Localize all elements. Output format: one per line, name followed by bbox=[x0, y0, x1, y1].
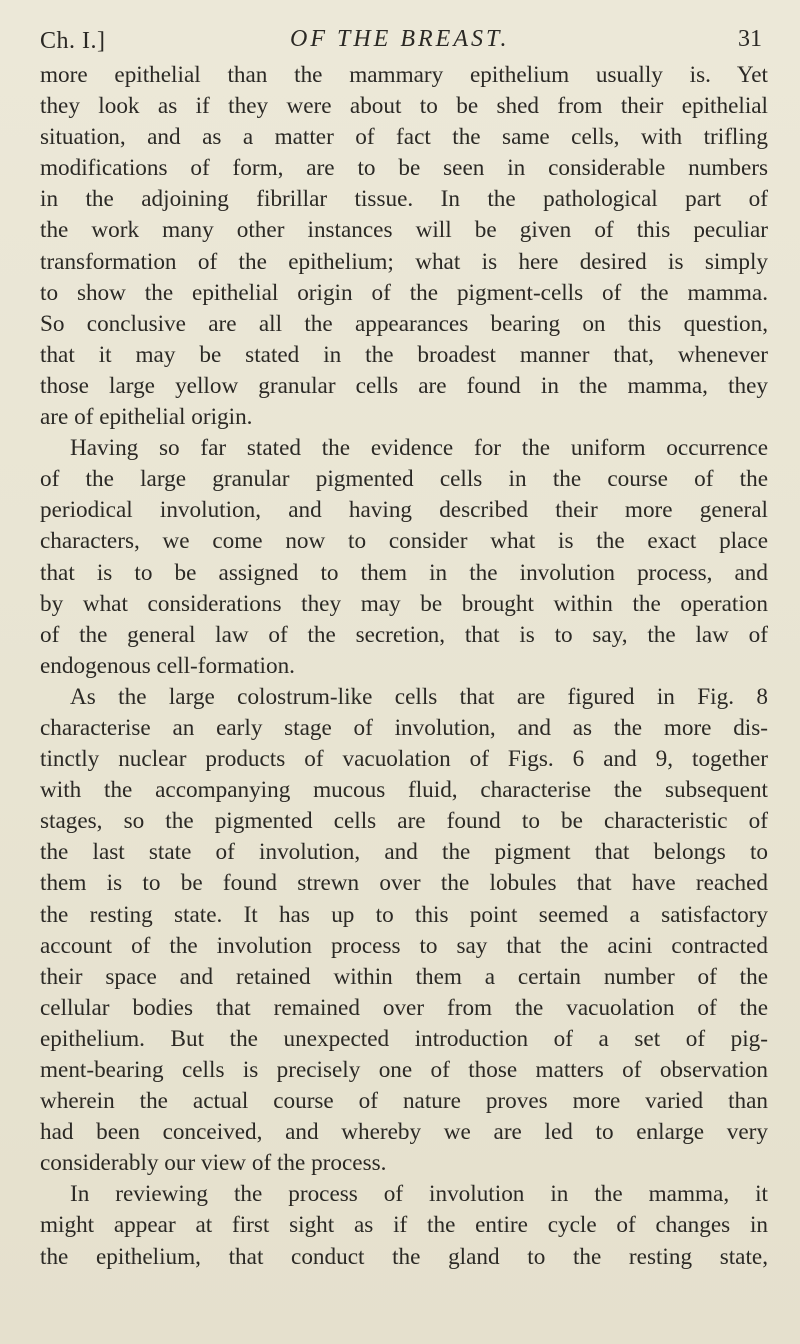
text-line: the resting state. It has up to this point seemed a satisfactory bbox=[40, 901, 768, 928]
text-line: endogenous cell-formation. bbox=[40, 652, 295, 679]
text-line: situation, and as a matter of fact the same cells, with trifling bbox=[40, 124, 768, 151]
body-text bbox=[40, 60, 768, 1273]
text-line: might appear at first sight as if the entire cycle of changes in bbox=[40, 1212, 768, 1239]
chapter-reference: Ch. I.] bbox=[40, 28, 106, 54]
text-line: periodical involution, and having described their more general bbox=[40, 497, 768, 524]
text-line: stages, so the pigmented cells are found to be characteristic of bbox=[40, 808, 768, 835]
text-line: that it may be stated in the broadest manner that, whenever bbox=[40, 341, 768, 368]
text-line: epithelium. But the unexpected introduction of a set of pig- bbox=[40, 1025, 768, 1052]
text-line: they look as if they were about to be shed from their epithelial bbox=[40, 93, 768, 120]
text-line: account of the involution process to say that the acini contracted bbox=[40, 932, 768, 959]
running-title: OF THE BREAST. bbox=[290, 26, 510, 52]
text-line: in the adjoining fibrillar tissue. In the pathological part of bbox=[40, 186, 768, 213]
text-line: As the large colostrum-like cells that are figured in Fig. 8 bbox=[70, 683, 768, 710]
text-line: of the large granular pigmented cells in the course of the bbox=[40, 466, 768, 493]
page-number: 31 bbox=[738, 26, 762, 52]
text-line: modifications of form, are to be seen in considerable numbers bbox=[40, 155, 768, 182]
text-line: cellular bodies that remained over from the vacuolation of the bbox=[40, 994, 768, 1021]
text-line: to show the epithelial origin of the pigment-cells of the mamma. bbox=[40, 279, 768, 306]
text-line: Having so far stated the evidence for the uniform occurrence bbox=[70, 435, 768, 462]
text-line: had been conceived, and whereby we are led to enlarge very bbox=[40, 1119, 768, 1146]
text-line: wherein the actual course of nature proves more varied than bbox=[40, 1088, 768, 1115]
text-line: their space and retained within them a certain number of the bbox=[40, 963, 768, 990]
text-line: In reviewing the process of involution in the mamma, it bbox=[70, 1181, 768, 1208]
text-line: characterise an early stage of involution, and as the more dis- bbox=[40, 714, 768, 741]
text-line: the epithelium, that conduct the gland to the resting state, bbox=[40, 1243, 768, 1270]
text-line: by what considerations they may be brought within the operation bbox=[40, 590, 768, 617]
text-line: tinctly nuclear products of vacuolation of Figs. 6 and 9, together bbox=[40, 746, 768, 773]
text-line: are of epithelial origin. bbox=[40, 404, 253, 431]
text-line: them is to be found strewn over the lobules that have reached bbox=[40, 870, 768, 897]
text-line: that is to be assigned to them in the involution process, and bbox=[40, 559, 768, 586]
text-line: with the accompanying mucous fluid, characterise the subsequent bbox=[40, 777, 768, 804]
text-line: the work many other instances will be given of this peculiar bbox=[40, 217, 768, 244]
text-line: characters, we come now to consider what is the exact place bbox=[40, 528, 768, 555]
text-line: the last state of involution, and the pigment that belongs to bbox=[40, 839, 768, 866]
text-line: those large yellow granular cells are found in the mamma, they bbox=[40, 372, 768, 399]
text-line: considerably our view of the process. bbox=[40, 1150, 387, 1177]
text-line: So conclusive are all the appearances bearing on this question, bbox=[40, 310, 768, 337]
text-line: more epithelial than the mammary epithelium usually is. Yet bbox=[40, 62, 768, 88]
text-line: ment-bearing cells is precisely one of those matters of observation bbox=[40, 1057, 768, 1083]
text-line: transformation of the epithelium; what is here desired is simply bbox=[40, 248, 768, 275]
text-line: of the general law of the secretion, that is to say, the law of bbox=[40, 621, 768, 648]
